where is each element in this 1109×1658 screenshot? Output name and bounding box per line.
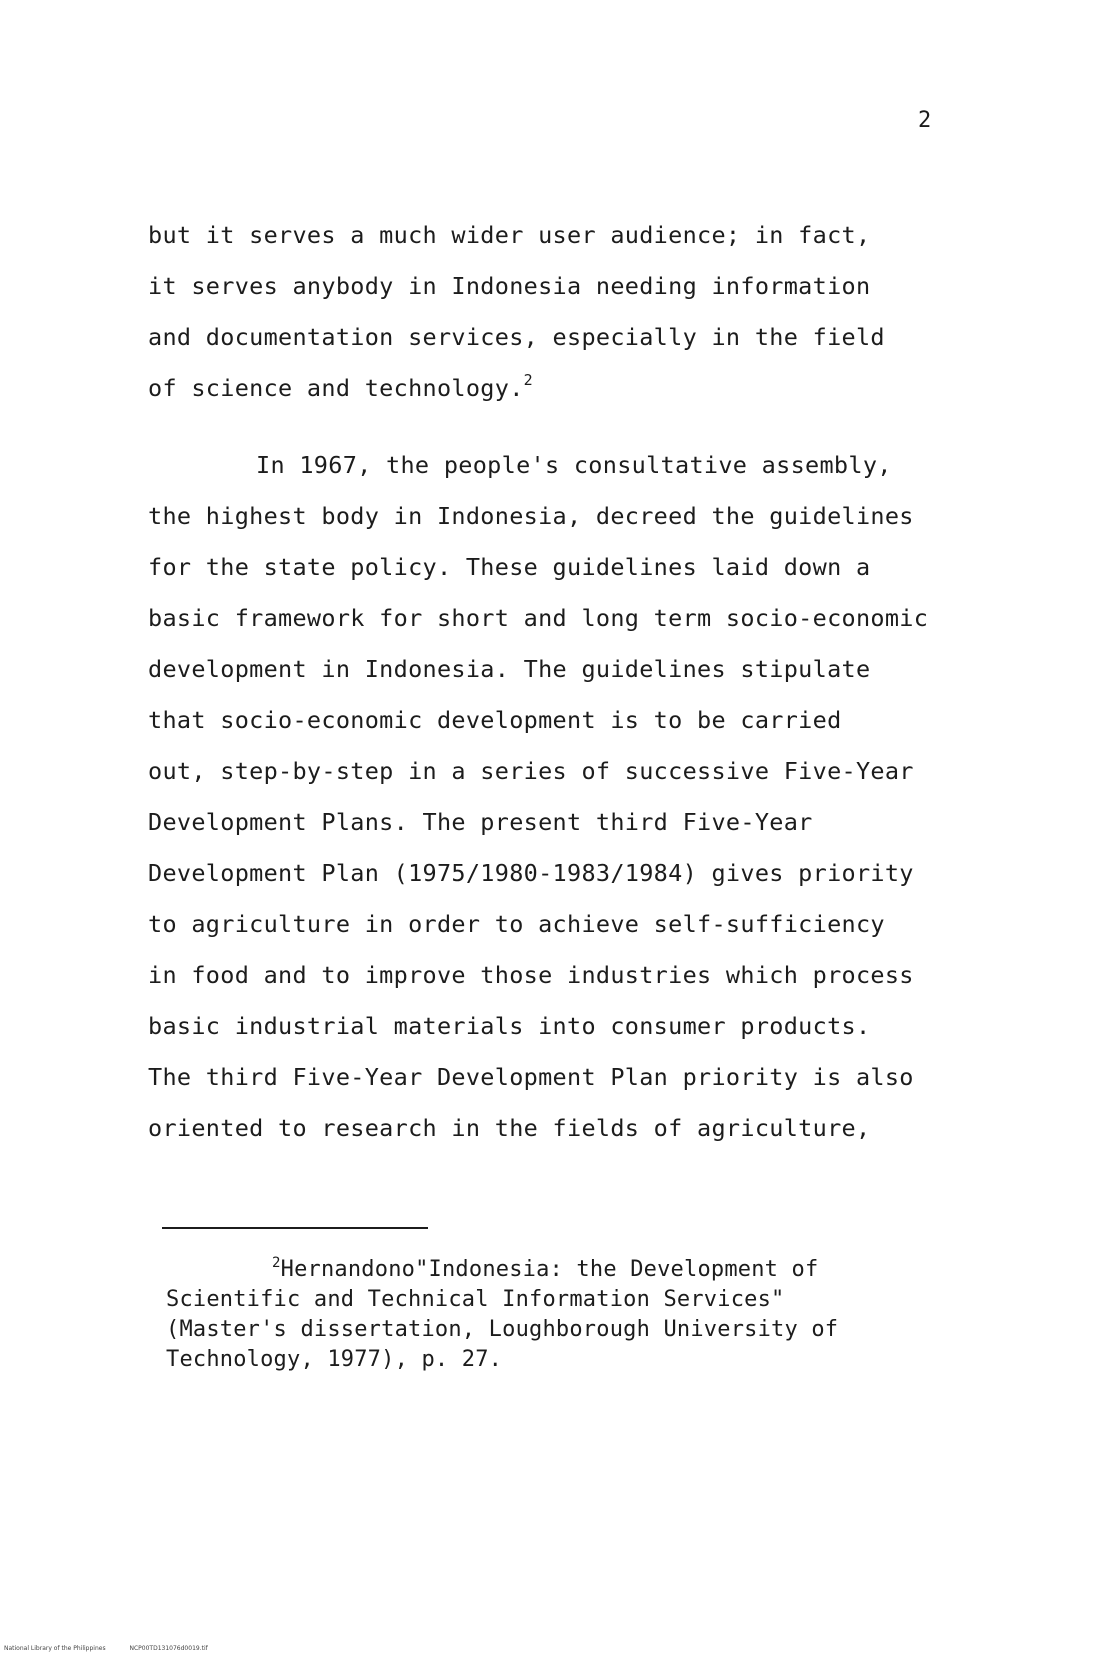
footnote-number: 2 — [272, 1255, 281, 1271]
text-line: it serves anybody in Indonesia needing information — [148, 272, 871, 300]
text-line: and documentation services, especially in the field — [148, 323, 885, 351]
paragraph-1 — [148, 210, 998, 414]
footnote-line: Scientific and Technical Information Services" — [166, 1287, 785, 1312]
text-line — [148, 363, 998, 414]
footnote-line-content: Hernandono"Indonesia: the Development of — [280, 1257, 819, 1282]
text-line: the highest body in Indonesia, decreed the guidelines — [148, 502, 914, 530]
text-line: in food and to improve those industries which process — [148, 961, 914, 989]
text-line: that socio-economic development is to be carried — [148, 706, 842, 734]
text-line: In 1967, the people's consultative assembly, — [256, 451, 892, 479]
footnote-line — [166, 1255, 966, 1285]
text-line: out, step-by-step in a series of successive Five-Year — [148, 757, 914, 785]
text-line: Development Plans. The present third Five-Year — [148, 808, 813, 836]
file-identifier: NCP00TD131076d0019.tif — [129, 1645, 208, 1652]
library-credit: National Library of the Philippines — [4, 1645, 106, 1652]
text-line: basic framework for short and long term socio-economic — [148, 604, 929, 632]
footnote-line: Technology, 1977), p. 27. — [166, 1347, 503, 1372]
text-line: basic industrial materials into consumer products. — [148, 1012, 871, 1040]
text-line-content: of science and technology. — [148, 374, 524, 402]
page-number: 2 — [918, 108, 932, 133]
paragraph-2 — [148, 440, 998, 1154]
text-line: to agriculture in order to achieve self-sufficiency — [148, 910, 885, 938]
footnote-divider — [162, 1227, 428, 1229]
text-line: The third Five-Year Development Plan priority is also — [148, 1063, 914, 1091]
scan-footer — [4, 1645, 208, 1652]
text-line: but it serves a much wider user audience; in fact, — [148, 221, 871, 249]
text-line: for the state policy. These guidelines laid down a — [148, 553, 871, 581]
text-line: development in Indonesia. The guidelines stipulate — [148, 655, 871, 683]
footnote — [166, 1255, 966, 1375]
text-line: oriented to research in the fields of agriculture, — [148, 1114, 871, 1142]
text-line: Development Plan (1975/1980-1983/1984) gives priority — [148, 859, 914, 887]
footnote-reference: 2 — [523, 371, 533, 389]
footnote-line: (Master's dissertation, Loughborough University of — [166, 1317, 839, 1342]
